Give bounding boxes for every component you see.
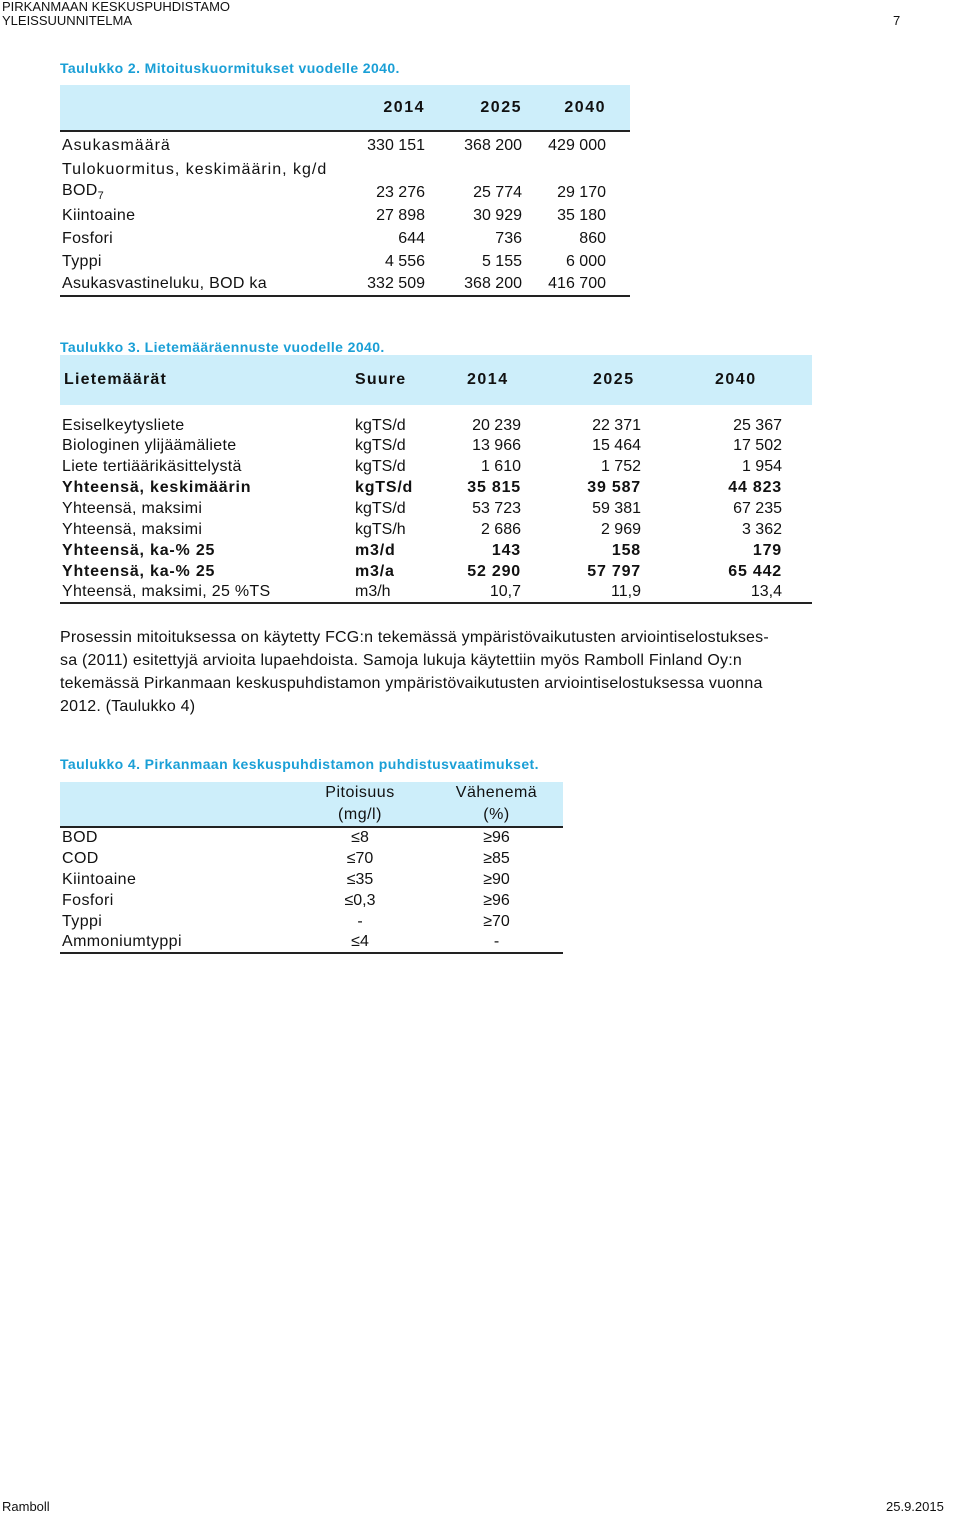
table2-cell: 368 200 (464, 275, 522, 292)
table3-cell: 143 (491, 541, 521, 559)
table3-cell: 20 239 (472, 417, 521, 434)
table3-header-row (60, 355, 812, 405)
header-line: (%) (483, 806, 510, 823)
table3-cell: 11,9 (611, 583, 641, 600)
row-label-text: Tulokuormitus, keskimäärin, kg/d (62, 161, 328, 178)
table2-cell: 25 774 (473, 183, 522, 201)
table2-cell: 23 276 (376, 183, 425, 201)
table4-row-label: BOD (62, 829, 98, 846)
table3-cell: 10,7 (489, 583, 521, 600)
table2-row-label (60, 204, 340, 227)
table2 (60, 85, 630, 297)
row-label-subscript: 7 (97, 190, 104, 203)
table2-cell: 35 180 (557, 206, 606, 224)
table3-row (60, 582, 812, 603)
table2-row-label (60, 273, 340, 296)
row-label-text: Asukasmäärä (62, 136, 171, 154)
table3-row-label: Yhteensä, ka-% 25 (62, 562, 216, 580)
table4-cell: ≤35 (346, 870, 374, 888)
table4-caption: Taulukko 4. Pirkanmaan keskuspuhdistamon puhdistusvaatimukset. (60, 756, 539, 772)
row-label-text: Kiintoaine (62, 206, 136, 224)
document-header-subtitle: YLEISSUUNNITELMA (2, 13, 133, 28)
table2-cell (437, 159, 534, 181)
table3-row-label: Esiselkeytysliete (62, 417, 185, 434)
table2-cell: 27 898 (376, 206, 425, 224)
table3-cell: 158 (611, 541, 641, 559)
table3-cell: 17 502 (733, 436, 782, 454)
table3-row (60, 561, 812, 582)
table3-row (60, 435, 812, 456)
table2-row (60, 131, 630, 159)
table2-cell: 736 (495, 229, 522, 247)
table3-row (60, 498, 812, 519)
table3-header-2040: 2040 (715, 371, 757, 388)
table3-cell: kgTS/d (355, 457, 406, 475)
table2-cell: 429 000 (548, 136, 606, 154)
table3-row-label: Liete tertiäärikäsittelystä (62, 457, 242, 475)
table4-row-label: Typpi (62, 912, 103, 930)
table2-cell (340, 159, 437, 181)
row-label-text: Asukasvastineluku, BOD ka (62, 275, 267, 292)
table4-row (60, 848, 563, 869)
table2-row (60, 159, 630, 181)
table2-year-2025: 2025 (480, 98, 522, 116)
paragraph-line: tekemässä Pirkanmaan keskuspuhdistamon ympäristövaikutusten arviointiselostuksessa vuonna (60, 675, 763, 692)
table2-cell: 368 200 (464, 136, 522, 154)
table2-caption: Taulukko 2. Mitoituskuormitukset vuodelle 2040. (60, 60, 400, 76)
table2-cell: 416 700 (548, 275, 606, 292)
table3-cell: 59 381 (592, 499, 641, 517)
table3-row-label: Yhteensä, maksimi (62, 520, 203, 538)
table3-cell: 1 954 (741, 457, 782, 475)
table3-cell: m3/h (355, 583, 391, 600)
table3-row-label: Yhteensä, ka-% 25 (62, 541, 216, 559)
table3-header-2014: 2014 (467, 371, 509, 388)
table3-row-label: Biologinen ylijäämäliete (62, 436, 237, 454)
table4-cell: ≤70 (346, 849, 374, 867)
table4-cell: ≤4 (351, 933, 369, 950)
paragraph-line: sa (2011) esitettyjä arvioita lupaehdoista. Samoja lukuja käytettiin myös Ramboll Finland Oy:n (60, 652, 742, 669)
table3-row (60, 477, 812, 498)
table3-cell: 13 966 (472, 436, 521, 454)
footer-company: Ramboll (2, 1499, 50, 1514)
table4-header-concentration (290, 782, 430, 827)
table3-cell: 22 371 (592, 417, 641, 434)
table2-row (60, 227, 630, 250)
table4-row (60, 869, 563, 890)
table3-cell: 53 723 (472, 499, 521, 517)
table3-row (60, 405, 812, 435)
paragraph-line: 2012. (Taulukko 4) (60, 698, 196, 715)
header-line: (mg/l) (338, 806, 382, 823)
table2-cell: 330 151 (367, 136, 425, 154)
table3-cell: 179 (752, 541, 782, 559)
table3-row (60, 456, 812, 477)
table3-header-2025: 2025 (593, 371, 635, 388)
table2-row-label (60, 227, 340, 250)
table3-cell: 35 815 (467, 478, 521, 496)
table3-cell: kgTS/d (355, 436, 406, 454)
table4-row (60, 890, 563, 911)
table3-cell: 39 587 (587, 478, 641, 496)
table2-row (60, 204, 630, 227)
table4-cell: - (493, 933, 500, 950)
table2-row (60, 273, 630, 296)
table3-cell: 57 797 (587, 562, 641, 580)
table3-row-label: Yhteensä, maksimi (62, 499, 203, 517)
table4-cell: ≤8 (351, 829, 369, 846)
table3-row (60, 519, 812, 540)
table3-cell: kgTS/d (355, 499, 406, 517)
header-line: Pitoisuus (325, 784, 395, 801)
table2-cell: 860 (579, 229, 606, 247)
table3-cell: 1 610 (480, 457, 521, 475)
table4-row (60, 827, 563, 848)
table4-row (60, 911, 563, 932)
table3-cell: 2 969 (600, 520, 641, 538)
table2-cell: 30 929 (473, 206, 522, 224)
table3-row-label: Yhteensä, maksimi, 25 %TS (62, 583, 271, 600)
row-label-text: BOD (62, 182, 98, 200)
table3-cell: kgTS/h (355, 520, 406, 538)
table3-header-lietemaarat: Lietemäärät (64, 371, 168, 388)
table3-row (60, 540, 812, 561)
table2-row-label (60, 131, 340, 159)
table3-cell: 1 752 (600, 457, 641, 475)
table4-row-label: Ammoniumtyppi (62, 933, 182, 950)
table4-cell: - (357, 912, 363, 930)
row-label-text: Typpi (62, 252, 102, 270)
table4-cell: ≤0,3 (344, 891, 376, 909)
paragraph-line: Prosessin mitoituksessa on käytetty FCG:n tekemässä ympäristövaikutusten arviointiselostukses- (60, 629, 769, 646)
table3 (60, 355, 812, 604)
table4-row-label: Fosfori (62, 891, 114, 909)
table3-caption: Taulukko 3. Lietemääräennuste vuodelle 2040. (60, 339, 385, 355)
table3-cell: kgTS/d (355, 478, 414, 496)
footer-date: 25.9.2015 (886, 1499, 944, 1514)
table4-row (60, 932, 563, 953)
table2-row-label (60, 181, 340, 204)
table2-cell: 29 170 (557, 183, 606, 201)
table4 (60, 782, 563, 954)
table2-header-row (60, 85, 630, 131)
table2-row (60, 181, 630, 204)
row-label-text: Fosfori (62, 229, 113, 247)
table3-cell: 3 362 (741, 520, 782, 538)
table4-cell: ≥70 (483, 912, 510, 930)
table3-cell: 25 367 (733, 417, 782, 434)
table4-row-label: Kiintoaine (62, 870, 137, 888)
table3-cell: 44 823 (728, 478, 782, 496)
header-line: Vähenemä (455, 784, 538, 801)
table2-year-2014: 2014 (383, 98, 425, 116)
table3-cell: kgTS/d (355, 417, 406, 434)
table2-row-label (60, 159, 340, 181)
table2-cell: 4 556 (384, 252, 425, 270)
table3-cell: 65 442 (728, 562, 782, 580)
page-number: 7 (893, 13, 901, 28)
table3-cell: 52 290 (467, 562, 521, 580)
table4-cell: ≥90 (483, 870, 510, 888)
table2-cell (534, 159, 630, 181)
table3-cell: 13,4 (750, 583, 782, 600)
table3-cell: 2 686 (480, 520, 521, 538)
table3-cell: m3/d (355, 541, 396, 559)
table4-header-row (60, 782, 563, 827)
table3-header-suure: Suure (355, 371, 407, 388)
table2-row (60, 250, 630, 273)
table3-cell: 67 235 (733, 499, 782, 517)
table4-cell: ≥96 (483, 829, 510, 846)
table4-cell: ≥96 (483, 891, 510, 909)
table2-cell: 6 000 (565, 252, 606, 270)
table3-cell: 15 464 (592, 436, 641, 454)
table4-header-reduction (430, 782, 563, 827)
table3-row-label: Yhteensä, keskimäärin (62, 478, 252, 496)
document-header-title: PIRKANMAAN KESKUSPUHDISTAMO (2, 0, 231, 14)
table2-cell: 5 155 (481, 252, 522, 270)
table2-cell: 644 (398, 229, 425, 247)
table2-row-label (60, 250, 340, 273)
table2-year-2040: 2040 (564, 98, 606, 116)
table2-cell: 332 509 (367, 275, 425, 292)
body-paragraph (60, 626, 902, 718)
table3-cell: m3/a (355, 562, 395, 580)
table4-row-label: COD (62, 849, 99, 867)
table4-cell: ≥85 (483, 849, 510, 867)
